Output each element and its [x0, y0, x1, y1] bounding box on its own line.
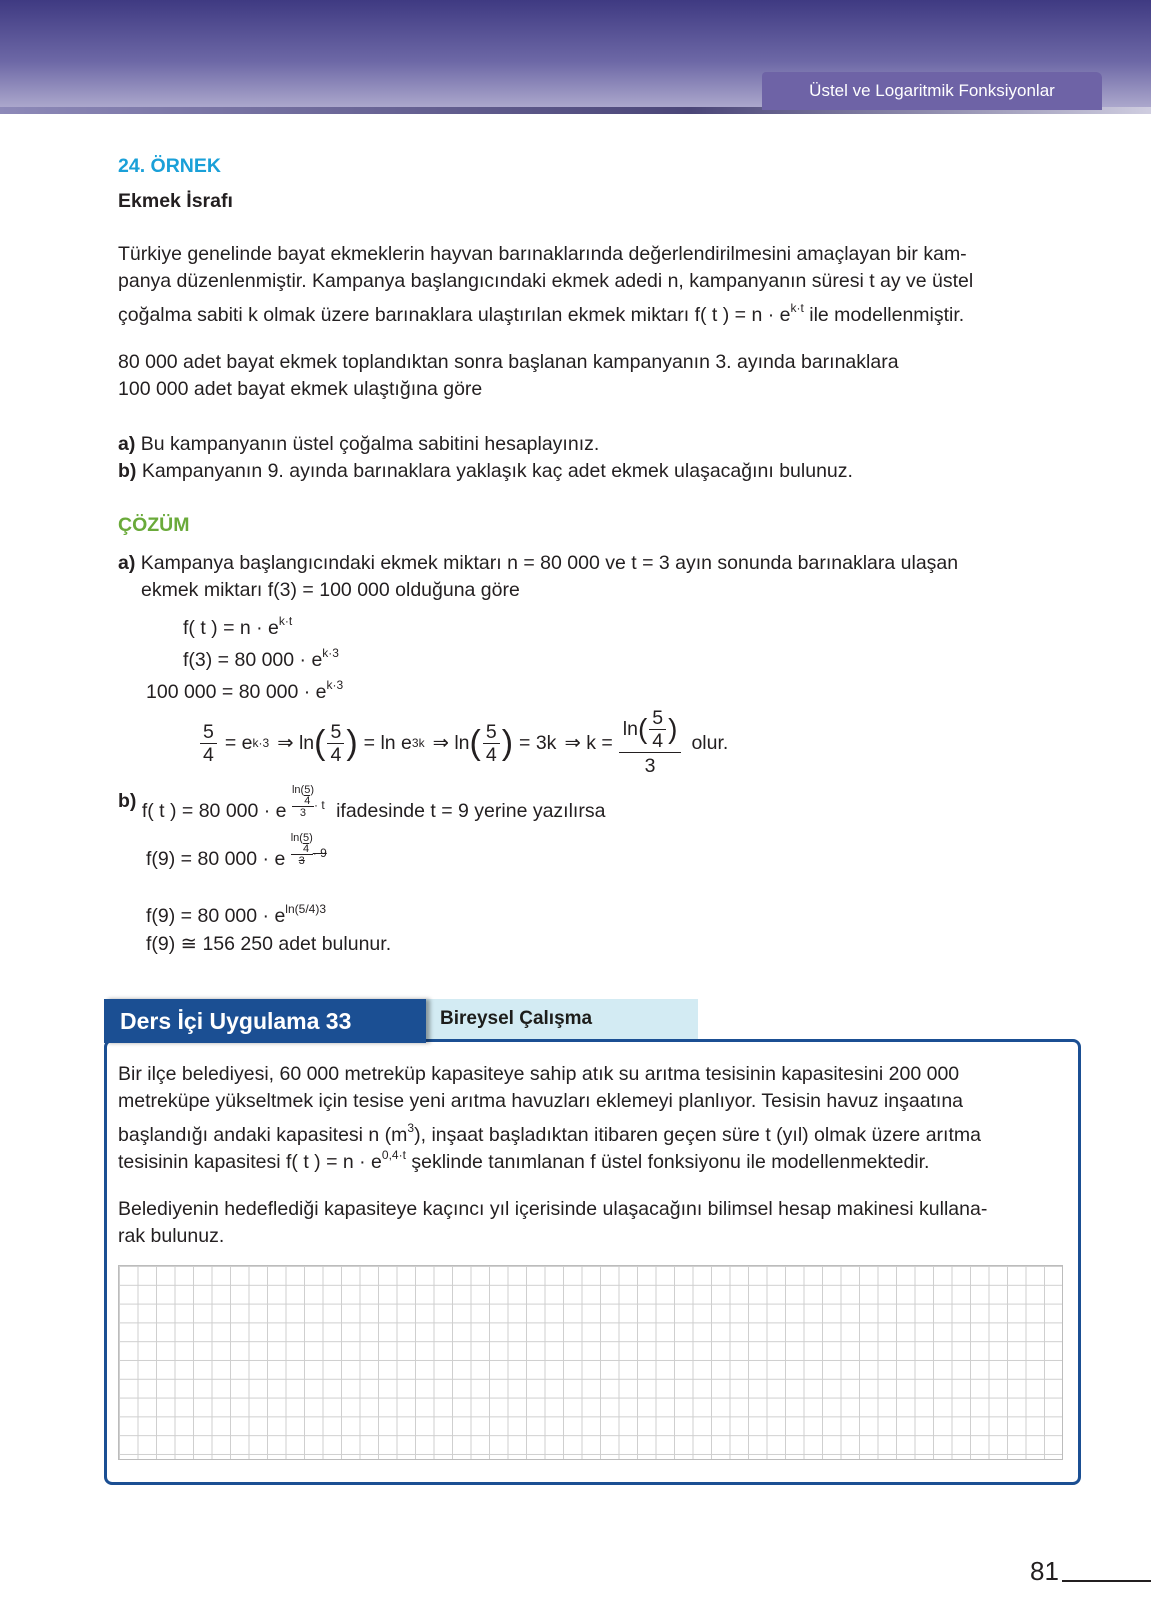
example-paragraph-line: panya düzenlenmiştir. Kampanya başlangıcındaki ekmek adedi n, kampanyanın süresi t ay ve üstel — [118, 270, 974, 292]
solution-b-line: b) f( t ) = 80 000 · e ln( $\frac{5}{4}$ ) 3 · t ifadesinde t = 9 yerine yazılırsa — [118, 784, 606, 822]
exercise-paragraph-line: Belediyenin hedeflediği kapasiteye kaçıncı yıl içerisinde ulaşacağını bilimsel hesap makinesi kullana- — [118, 1198, 988, 1220]
example-paragraph-line: çoğalma sabiti k olmak üzere barınaklara ulaştırılan ekmek miktarı f( t ) = $n \cdot e^{k\cdot t}$ ile modellenmiştir. — [118, 301, 965, 326]
example-paragraph-line: 80 000 adet bayat ekmek toplandıktan sonra başlanan kampanyanın 3. ayında barınaklara — [118, 351, 899, 373]
k-fraction: ln ( $\frac{5}{4}$ ) 3 — [619, 707, 682, 780]
solution-a-line: ekmek miktarı f(3) = 100 000 olduğuna göre — [141, 579, 520, 601]
solution-b-result: f(9) ≅ 156 250 adet bulunur. — [146, 933, 392, 955]
exercise-paragraph-line: metreküpe yükseltmek için tesise yeni arıtma havuzları eklemeyi planlıyor. Tesisin havuz inşaatına — [118, 1090, 964, 1112]
exercise-title-tab: Ders İçi Uygulama 33 — [104, 999, 426, 1043]
question-a: a) Bu kampanyanın üstel çoğalma sabitini hesaplayınız. — [118, 433, 600, 455]
example-number: 24. ÖRNEK — [118, 155, 221, 177]
exponent-fraction: ln( $\frac{5}{4}$ ) 3 — [290, 832, 313, 867]
exercise-paragraph-line: tesisinin kapasitesi f( t ) = $n \cdot e^{0,4\cdot t}$ şeklinde tanımlanan f üstel fonksiyonu ile modellenmektedir. — [118, 1148, 930, 1173]
example-paragraph-line: Türkiye genelinde bayat ekmeklerin hayvan barınaklarında değerlendirilmesini amaçlayan bir kam- — [118, 243, 967, 265]
question-b: b) Kampanyanın 9. ayında barınaklara yaklaşık kaç adet ekmek ulaşacağını bulunuz. — [118, 460, 853, 482]
solution-b-line: f(9) = 80 000 · e ln( $\frac{5}{4}$ ) 3 · 9 — [146, 832, 327, 870]
answer-grid[interactable] — [118, 1265, 1063, 1460]
solution-b-line: f(9) = 80 $000 \cdot e^{ln(5/4)3}$ — [146, 902, 327, 927]
exercise-paragraph-line: rak bulunuz. — [118, 1225, 225, 1247]
exercise-type-tab: Bireysel Çalışma — [426, 999, 698, 1039]
model-formula: f( t ) = $n \cdot e^{k\cdot t}$ — [694, 301, 804, 326]
fraction: $\frac{5}{4}$ — [327, 721, 344, 766]
exponent-fraction: ln( $\frac{5}{4}$ ) 3 — [291, 784, 314, 819]
fraction: $\frac{5}{4}$ — [483, 721, 500, 766]
equation: 100 000 = 80 $000 \cdot e^{k\cdot 3}$ — [146, 678, 344, 703]
example-title: Ekmek İsrafı — [118, 190, 233, 212]
equation: f(3) = 80 $000 \cdot e^{k\cdot 3}$ — [183, 646, 339, 671]
solution-heading: ÇÖZÜM — [118, 514, 190, 536]
page-number-rule — [1062, 1580, 1151, 1582]
example-paragraph-line: 100 000 adet bayat ekmek ulaştığına göre — [118, 378, 483, 400]
exercise-paragraph-line: Bir ilçe belediyesi, 60 000 metreküp kapasiteye sahip atık su arıtma tesisinin kapasitesini 200 000 — [118, 1063, 960, 1085]
section-title: Üstel ve Logaritmik Fonksiyonlar — [762, 72, 1102, 110]
fraction: $\frac{5}{4}$ — [200, 721, 217, 766]
equation: f( t ) = $n \cdot e^{k\cdot t}$ — [183, 614, 293, 639]
exercise-paragraph-line: başlandığı andaki kapasitesi n $(m^3)$, inşaat başladıktan itibaren geçen süre t (yıl) olmak üzere arıtma — [118, 1121, 981, 1146]
solution-a-line: a) Kampanya başlangıcındaki ekmek miktarı n = 80 000 ve t = 3 ayın sonunda barınaklara ulaşan — [118, 552, 959, 574]
page-number: 81 — [1030, 1556, 1059, 1586]
equation-chain: $\frac{5}{4}$ = e k·3 ⇒ ln ( $\frac{5}{4}$ ) = ln e 3k ⇒ ln ( $\frac{5}{4}$ ) = 3k ⇒ k = ln ( $\frac{5}{4}$ ) 3 olur. — [198, 708, 728, 778]
